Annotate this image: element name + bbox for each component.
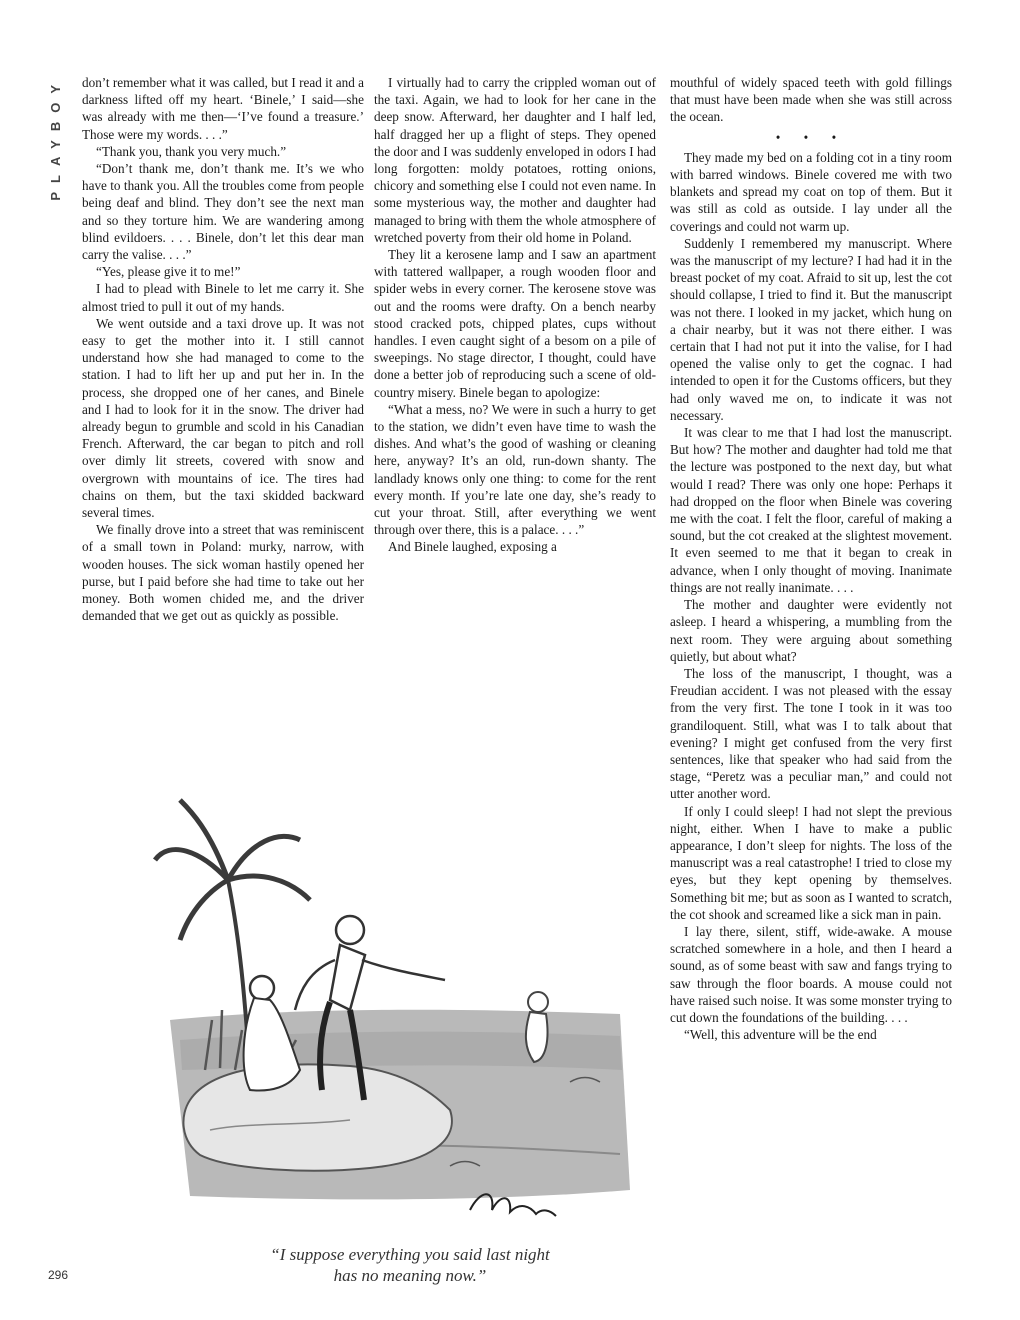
paragraph: I lay there, silent, stiff, wide-awake. A mouse scratched somewhere in a hole, and then I heard a sound, as of some beast with saw and fangs trying to saw through the floor boards. A mouse could not have raised such noise. It was some monster trying to cut down the foundations of the building. . . . bbox=[670, 923, 953, 1025]
page-number: 296 bbox=[48, 1268, 69, 1282]
caption-line: has no meaning now.” bbox=[333, 1266, 487, 1285]
paragraph: “What a mess, no? We were in such a hurry to get to the station, we didn’t even have time to wash the dishes. And what’s the good of washing or cleaning here, anyway? It’s an old, run-down shanty. The landlady knows only one thing: to come for the rent every month. If you’re late one day, she’s ready to cut your throat. Still, after everything we went through over there, this is a palace. . . .” bbox=[374, 401, 656, 538]
paragraph: The loss of the manuscript, I thought, was a Freudian accident. I was not pleased with the essay from the very first. The tone I took in it was too grandiloquent. Still, what was I to talk about that evening? I might get confused from the very first sentences, like that speaker who had said from the stage, “Peretz was a peculiar man,” and could not utter another word. bbox=[670, 665, 952, 802]
paragraph: They made my bed on a folding cot in a tiny room with barred windows. Binele covered me with two blankets and spread my coat on top of them. But it was still as cold as outside. I lay under all the coverings and could not warm up. bbox=[670, 149, 952, 234]
paragraph: mouthful of widely spaced teeth with gold fillings that must have been made when she was still across the ocean. bbox=[670, 75, 952, 125]
paragraph: I virtually had to carry the crippled woman out of the taxi. Again, we had to look for her cane in the deep snow. Afterward, her daughter and I half led, half dragged her up a flight of steps. They opened the door and I was suddenly enveloped in odors I had long forgotten: moldy potatoes, rotting onions, chicory and something else I could not even name. In some mysterious way, the mother and daughter had managed to bring with them the whole atmosphere of wretched poverty from their old home in Poland. bbox=[374, 75, 656, 245]
paragraph: The mother and daughter were evidently not asleep. I heard a whispering, a mumbling from the next room. They were arguing about something quietly, but about what? bbox=[670, 597, 952, 664]
paragraph: If only I could sleep! I had not slept the previous night, either. When I have to make a public appearance, I don’t sleep for nights. The loss of the manuscript was a real catastrophe! I tried to close my eyes, but they kept opening by themselves. Something bit me; but as soon as I wanted to scratch, the cot shook and screamed like a sick man in pain. bbox=[670, 803, 952, 922]
paragraph: “Thank you, thank you very much.” bbox=[96, 143, 287, 159]
magazine-masthead: PLAYBOY bbox=[48, 76, 63, 201]
paragraph: They lit a kerosene lamp and I saw an apartment with tattered wallpaper, a rough wooden floor and spider webs in every corner. The kerosene stove was out and the rooms were drafty. On a bench nearby stood cracked pots, chipped plates, cups without handles. I even caught sight of a besom on a pile of sweepings. No stage director, I thought, could have done a better job of reproducing such a scene of old-country misery. Binele began to apologize: bbox=[374, 247, 656, 400]
text-column-1 bbox=[82, 74, 364, 625]
section-break: • • • bbox=[775, 129, 847, 145]
paragraph: I had to plead with Binele to let me carry it. She almost tried to pull it out of my hands. bbox=[82, 281, 364, 314]
caption-line: “I suppose everything you said last night bbox=[270, 1245, 550, 1264]
cartoon-caption bbox=[160, 1244, 660, 1286]
paragraph: Suddenly I remembered my manuscript. Where was the manuscript of my lecture? I had had it in the breast pocket of my coat. Afraid to sit up, lest the cot should collapse, I tried to find it. But the manuscript was not there. I looked in my jacket, which hung on a chair nearby, but it was not there either. I was certain that I had not put it into the valise, for I had opened the valise only to get the cognac. I had intended to open it for the Customs officers, but they had only waved me on, to indicate it was not necessary. bbox=[670, 235, 952, 423]
text-column-2 bbox=[374, 74, 656, 556]
paragraph: “Well, this adventure will be the end bbox=[684, 1027, 877, 1043]
paragraph: “Yes, please give it to me!” bbox=[96, 264, 241, 280]
paragraph: And Binele laughed, exposing a bbox=[388, 539, 557, 555]
paragraph: It was clear to me that I had lost the manuscript. But how? The mother and daughter had told me that the lecture was postponed to the next day, but what would I read? There was only one hope: Perhaps it had dropped on the floor when Binele was covering me with the coat. I felt the floor, careful of making a sound, but the cot creaked at the slightest movement. It even seemed to me that it began to creak in advance, when I only thought of moving. Inanimate things are not really inanimate. . . . bbox=[670, 425, 952, 595]
paragraph: don’t remember what it was called, but I read it and a darkness lifted off my heart. ‘Binele,’ I said—she was already with me then—‘I’ve found a treasure.’ Those were my words. . . .” bbox=[82, 75, 364, 142]
paragraph: We went outside and a taxi drove up. It was not easy to get the mother into it. I still cannot understand how she had managed to come to the station. I had to lift her up and put her in. In the process, she dropped one of her canes, and Binele and I had to look for it in the snow. The driver had already begun to grumble and scold in his Canadian French. Afterward, the car began to pitch and roll over dimly lit streets, covered with snow and overgrown with mountains of ice. The tires had chains on them, but the taxi skidded backward several times. bbox=[82, 315, 364, 521]
paragraph: “Don’t thank me, don’t thank me. It’s we who have to thank you. All the troubles come from people being deaf and blind. They don’t see the next man and so they torture him. We are wandering among blind evildoers. . . . Binele, don’t let this dear man carry the valise. . . .” bbox=[82, 161, 364, 263]
text-column-3 bbox=[670, 74, 952, 1043]
paragraph: We finally drove into a street that was reminiscent of a small town in Poland: murky, narrow, with wooden houses. The sick woman hastily opened her purse, but I paid before she had time to take out her money. Both women chided me, and the driver demanded that we get out as quickly as possible. bbox=[82, 522, 364, 624]
cartoon-illustration bbox=[150, 770, 650, 1240]
